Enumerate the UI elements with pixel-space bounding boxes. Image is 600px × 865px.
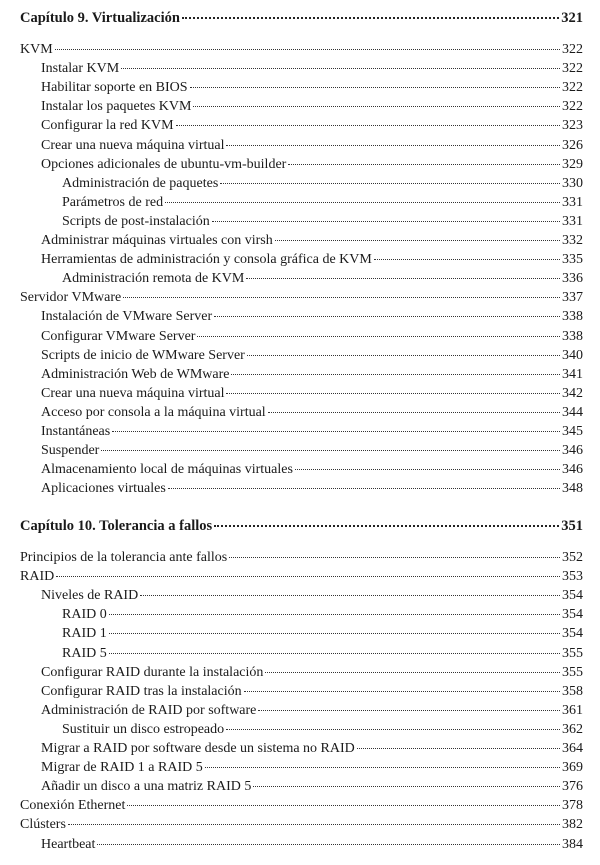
dot-leader	[176, 125, 560, 126]
dot-leader	[112, 431, 560, 432]
toc-entry[interactable]	[41, 837, 583, 856]
toc-entry[interactable]	[62, 176, 583, 195]
toc-entry-label: Habilitar soporte en BIOS	[41, 80, 188, 96]
toc-entry-page-number: 348	[562, 481, 583, 497]
toc-entry-label: Administrar máquinas virtuales con virsh	[41, 233, 273, 248]
toc-entry-label: Crear una nueva máquina virtual	[41, 137, 225, 153]
toc-entry[interactable]	[41, 309, 583, 328]
toc-entry[interactable]	[41, 665, 583, 684]
toc-entry-page-number: 355	[562, 664, 583, 680]
toc-entry[interactable]	[41, 424, 583, 443]
dot-leader	[226, 145, 560, 146]
dot-leader	[68, 824, 560, 825]
toc-entry[interactable]	[41, 367, 583, 386]
chapter-title: Capítulo 9. Virtualización	[20, 10, 180, 26]
chapter-page-number: 321	[561, 10, 583, 26]
toc-entry[interactable]	[41, 703, 583, 722]
toc-entry-page-number: 330	[562, 175, 583, 191]
dot-leader	[190, 87, 560, 88]
toc-entry-label: Instalar los paquetes KVM	[41, 99, 192, 115]
toc-entry[interactable]	[20, 817, 583, 836]
toc-entry[interactable]	[62, 271, 583, 290]
toc-entry-page-number: 361	[562, 702, 583, 718]
toc-entry-page-number: 362	[562, 721, 583, 737]
dot-leader	[226, 393, 560, 394]
toc-entry[interactable]	[20, 42, 583, 61]
toc-entry-page-number: 378	[562, 798, 583, 814]
dot-leader	[121, 68, 560, 69]
toc-entry-label: Instalación de VMware Server	[41, 309, 213, 325]
toc-entry[interactable]	[20, 569, 583, 588]
toc-entry[interactable]	[41, 443, 583, 462]
toc-entry-page-number: 337	[562, 290, 583, 306]
toc-entry-page-number: 340	[562, 347, 583, 363]
toc-entry-label: Clústers	[20, 817, 66, 833]
dot-leader	[258, 710, 560, 711]
dot-leader	[205, 767, 560, 768]
toc-entry-page-number: 354	[562, 588, 583, 604]
toc-entry[interactable]	[62, 646, 583, 665]
dot-leader	[193, 106, 560, 107]
toc-entry-page-number: 354	[562, 607, 583, 623]
toc-entry[interactable]	[41, 481, 583, 500]
chapter-heading[interactable]	[20, 518, 583, 538]
dot-leader	[374, 259, 560, 260]
toc-entry-page-number: 353	[562, 569, 583, 585]
toc-entry[interactable]	[62, 722, 583, 741]
toc-entry[interactable]	[41, 157, 583, 176]
toc-entry-page-number: 369	[562, 760, 583, 776]
dot-leader	[226, 729, 560, 730]
toc-entry[interactable]	[41, 252, 583, 271]
toc-entry-label: RAID	[20, 569, 55, 585]
toc-entry[interactable]	[41, 462, 583, 481]
toc-entry[interactable]	[41, 405, 583, 424]
toc-entry-page-number: 322	[562, 42, 583, 57]
toc-entry-label: KVM	[20, 42, 53, 57]
toc-entry-label: Añadir un disco a una matriz RAID 5	[41, 779, 252, 795]
toc-entry-page-number: 322	[562, 80, 583, 96]
toc-entry-page-number: 382	[562, 817, 583, 833]
toc-entry-label: Instantáneas	[41, 424, 111, 439]
dot-leader	[244, 691, 560, 692]
toc-entry[interactable]	[41, 118, 583, 137]
toc-entry-label: Scripts de post-instalación	[62, 213, 210, 229]
toc-entry-label: Instalar KVM	[41, 61, 120, 77]
toc-entry-label: Administración de RAID por software	[41, 702, 257, 718]
toc-entry[interactable]	[20, 798, 583, 817]
toc-entry-label: Migrar a RAID por software desde un sistema no RAID	[41, 741, 355, 756]
toc-entry-label: Almacenamiento local de máquinas virtuales	[41, 462, 293, 478]
toc-entry-page-number: 329	[562, 156, 583, 172]
dot-leader	[56, 576, 560, 577]
dot-leader	[197, 336, 560, 337]
dot-leader	[268, 412, 560, 413]
toc-entry-label: Opciones adicionales de ubuntu-vm-builder	[41, 156, 287, 172]
toc-entry-page-number: 358	[562, 683, 583, 699]
toc-entry-label: Crear una nueva máquina virtual	[41, 385, 225, 401]
toc-entry-page-number: 342	[562, 385, 583, 401]
chapter-page-number: 351	[561, 518, 583, 534]
toc-entry-page-number: 332	[562, 233, 583, 248]
toc-entry-label: RAID 1	[62, 626, 107, 642]
dot-leader	[55, 49, 560, 50]
toc-entry[interactable]	[41, 329, 583, 348]
toc-entry-page-number: 338	[562, 309, 583, 325]
toc-entry-label: Administración de paquetes	[62, 175, 219, 191]
toc-entry[interactable]	[62, 626, 583, 645]
toc-entry-page-number: 346	[562, 443, 583, 459]
dot-leader	[97, 844, 560, 845]
toc-entry-page-number: 344	[562, 404, 583, 420]
dot-leader	[214, 316, 560, 317]
toc-entry-page-number: 326	[562, 137, 583, 153]
toc-entry-label: Suspender	[41, 443, 100, 459]
toc-entry-page-number: 322	[562, 61, 583, 77]
dot-leader	[229, 557, 560, 558]
dot-leader	[123, 297, 560, 298]
dot-leader	[265, 672, 560, 673]
toc-entry[interactable]	[41, 138, 583, 157]
toc-entry[interactable]	[62, 607, 583, 626]
toc-entry-label: Parámetros de red	[62, 194, 164, 210]
toc-entry[interactable]	[41, 386, 583, 405]
chapter-heading[interactable]	[20, 10, 583, 30]
dot-leader	[220, 183, 560, 184]
toc-entry-label: Sustituir un disco estropeado	[62, 721, 225, 737]
dot-leader	[275, 240, 560, 241]
toc-entry-label: Acceso por consola a la máquina virtual	[41, 404, 266, 420]
dot-leader	[357, 748, 560, 749]
dot-leader	[295, 469, 560, 470]
toc-entry[interactable]	[41, 61, 583, 80]
toc-entry[interactable]	[41, 233, 583, 252]
toc-entry-label: RAID 0	[62, 607, 107, 623]
toc-entry[interactable]	[41, 684, 583, 703]
dot-leader	[253, 786, 560, 787]
toc-entry-page-number: 338	[562, 328, 583, 344]
toc-entry-page-number: 331	[562, 213, 583, 229]
toc-entry-label: Servidor VMware	[20, 290, 122, 306]
dot-leader	[288, 164, 560, 165]
toc-entry-page-number: 331	[562, 194, 583, 210]
dot-leader	[140, 595, 560, 596]
toc-entry-page-number: 341	[562, 366, 583, 382]
toc-entry-label: Niveles de RAID	[41, 588, 139, 604]
toc-entry-label: Configurar la red KVM	[41, 118, 174, 134]
toc-entry[interactable]	[62, 195, 583, 214]
toc-entry-page-number: 323	[562, 118, 583, 134]
dot-leader	[109, 614, 560, 615]
toc-entry[interactable]	[41, 779, 583, 798]
dot-leader	[246, 278, 560, 279]
toc-entry[interactable]	[41, 99, 583, 118]
toc-entry[interactable]	[20, 550, 583, 569]
toc-entry[interactable]	[41, 741, 583, 760]
toc-entry-label: Configurar RAID tras la instalación	[41, 683, 242, 699]
dot-leader	[182, 17, 559, 19]
dot-leader	[109, 653, 560, 654]
toc-entry[interactable]	[41, 80, 583, 99]
dot-leader	[101, 450, 560, 451]
dot-leader	[127, 805, 560, 806]
dot-leader	[165, 202, 560, 203]
toc-entry-label: Aplicaciones virtuales	[41, 481, 166, 497]
dot-leader	[231, 374, 560, 375]
dot-leader	[247, 355, 560, 356]
toc-entry-label: Configurar VMware Server	[41, 328, 196, 344]
toc-entry-label: Heartbeat	[41, 836, 96, 852]
toc-entry-label: Migrar de RAID 1 a RAID 5	[41, 760, 203, 776]
toc-entry-page-number: 322	[562, 99, 583, 115]
dot-leader	[214, 525, 559, 527]
toc-entry-page-number: 355	[562, 645, 583, 661]
toc-entry-page-number: 376	[562, 779, 583, 795]
toc-entry-page-number: 384	[562, 836, 583, 852]
chapter-title: Capítulo 10. Tolerancia a fallos	[20, 518, 213, 534]
toc-entry-label: Administración Web de WMware	[41, 366, 230, 382]
dot-leader	[212, 221, 560, 222]
toc-entry-page-number: 336	[562, 271, 583, 287]
toc-entry-label: Principios de la tolerancia ante fallos	[20, 550, 228, 565]
toc-entry[interactable]	[41, 348, 583, 367]
toc-entry[interactable]	[62, 214, 583, 233]
toc-entry-label: RAID 5	[62, 645, 107, 661]
toc-entry-page-number: 345	[562, 424, 583, 439]
toc-entry-label: Scripts de inicio de WMware Server	[41, 347, 245, 363]
toc-entry-page-number: 352	[562, 550, 583, 565]
toc-entry-label: Conexión Ethernet	[20, 798, 126, 814]
toc-entry-page-number: 346	[562, 462, 583, 478]
dot-leader	[168, 488, 560, 489]
toc-entry-page-number: 354	[562, 626, 583, 642]
toc-entry-label: Administración remota de KVM	[62, 271, 245, 287]
dot-leader	[109, 633, 560, 634]
toc-entry-page-number: 335	[562, 252, 583, 268]
toc-entry[interactable]	[41, 760, 583, 779]
toc-entry[interactable]	[20, 290, 583, 309]
toc-entry-label: Herramientas de administración y consola gráfica de KVM	[41, 252, 372, 268]
toc-entry[interactable]	[41, 588, 583, 607]
toc-entry-page-number: 364	[562, 741, 583, 756]
toc-entry-label: Configurar RAID durante la instalación	[41, 664, 264, 680]
